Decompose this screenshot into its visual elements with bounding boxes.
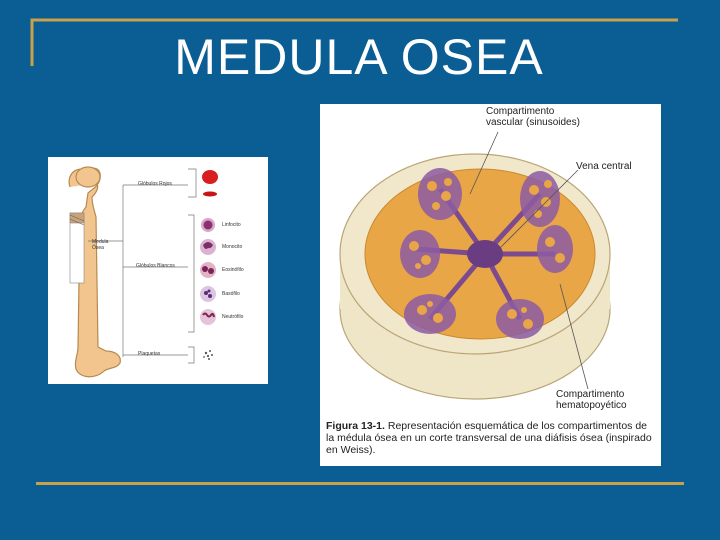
bottom-divider	[36, 482, 684, 485]
cell-label-monocito: Monocito	[222, 244, 243, 250]
vascular-label-line2: vascular (sinusoides)	[486, 117, 580, 128]
hemato-label-line1: Compartimento	[556, 389, 625, 400]
red-cells-label: Glóbulos Rojos	[138, 181, 172, 187]
caption-bold: Figura 13-1.	[326, 420, 385, 432]
vascular-label-line1: Compartimento	[486, 106, 555, 117]
cell-label-linfocito: Linfocito	[222, 222, 241, 228]
cell-label-neutrofilo: Neutrófilo	[222, 314, 244, 320]
white-cell-icons	[200, 218, 216, 325]
platelets-label: Plaquetas	[138, 351, 161, 357]
figure-caption	[326, 420, 656, 456]
platelets-icon	[203, 350, 213, 360]
cell-label-basofilo: Basófilo	[222, 291, 240, 297]
white-cells-label: Glóbulos Blancos	[136, 263, 175, 269]
cross-section-illustration	[320, 104, 661, 414]
red-blood-cell-icon	[202, 170, 218, 184]
bone-cross-section-figure	[320, 104, 661, 466]
bone-marrow-label: Medula Ósea	[92, 239, 109, 251]
caption-text: Representación esquemática de los compartimentos de la médula ósea en un corte transversal de una diáfisis ósea (inspirado en Weiss).	[326, 420, 652, 456]
hemato-label-line2: hematopoyético	[556, 400, 627, 411]
vena-central-label: Vena central	[576, 161, 632, 172]
page-title: MEDULA OSEA	[174, 29, 544, 85]
bone-marrow-cells-figure	[48, 157, 268, 384]
cell-label-eosinofilo: Eosinófilo	[222, 267, 244, 273]
